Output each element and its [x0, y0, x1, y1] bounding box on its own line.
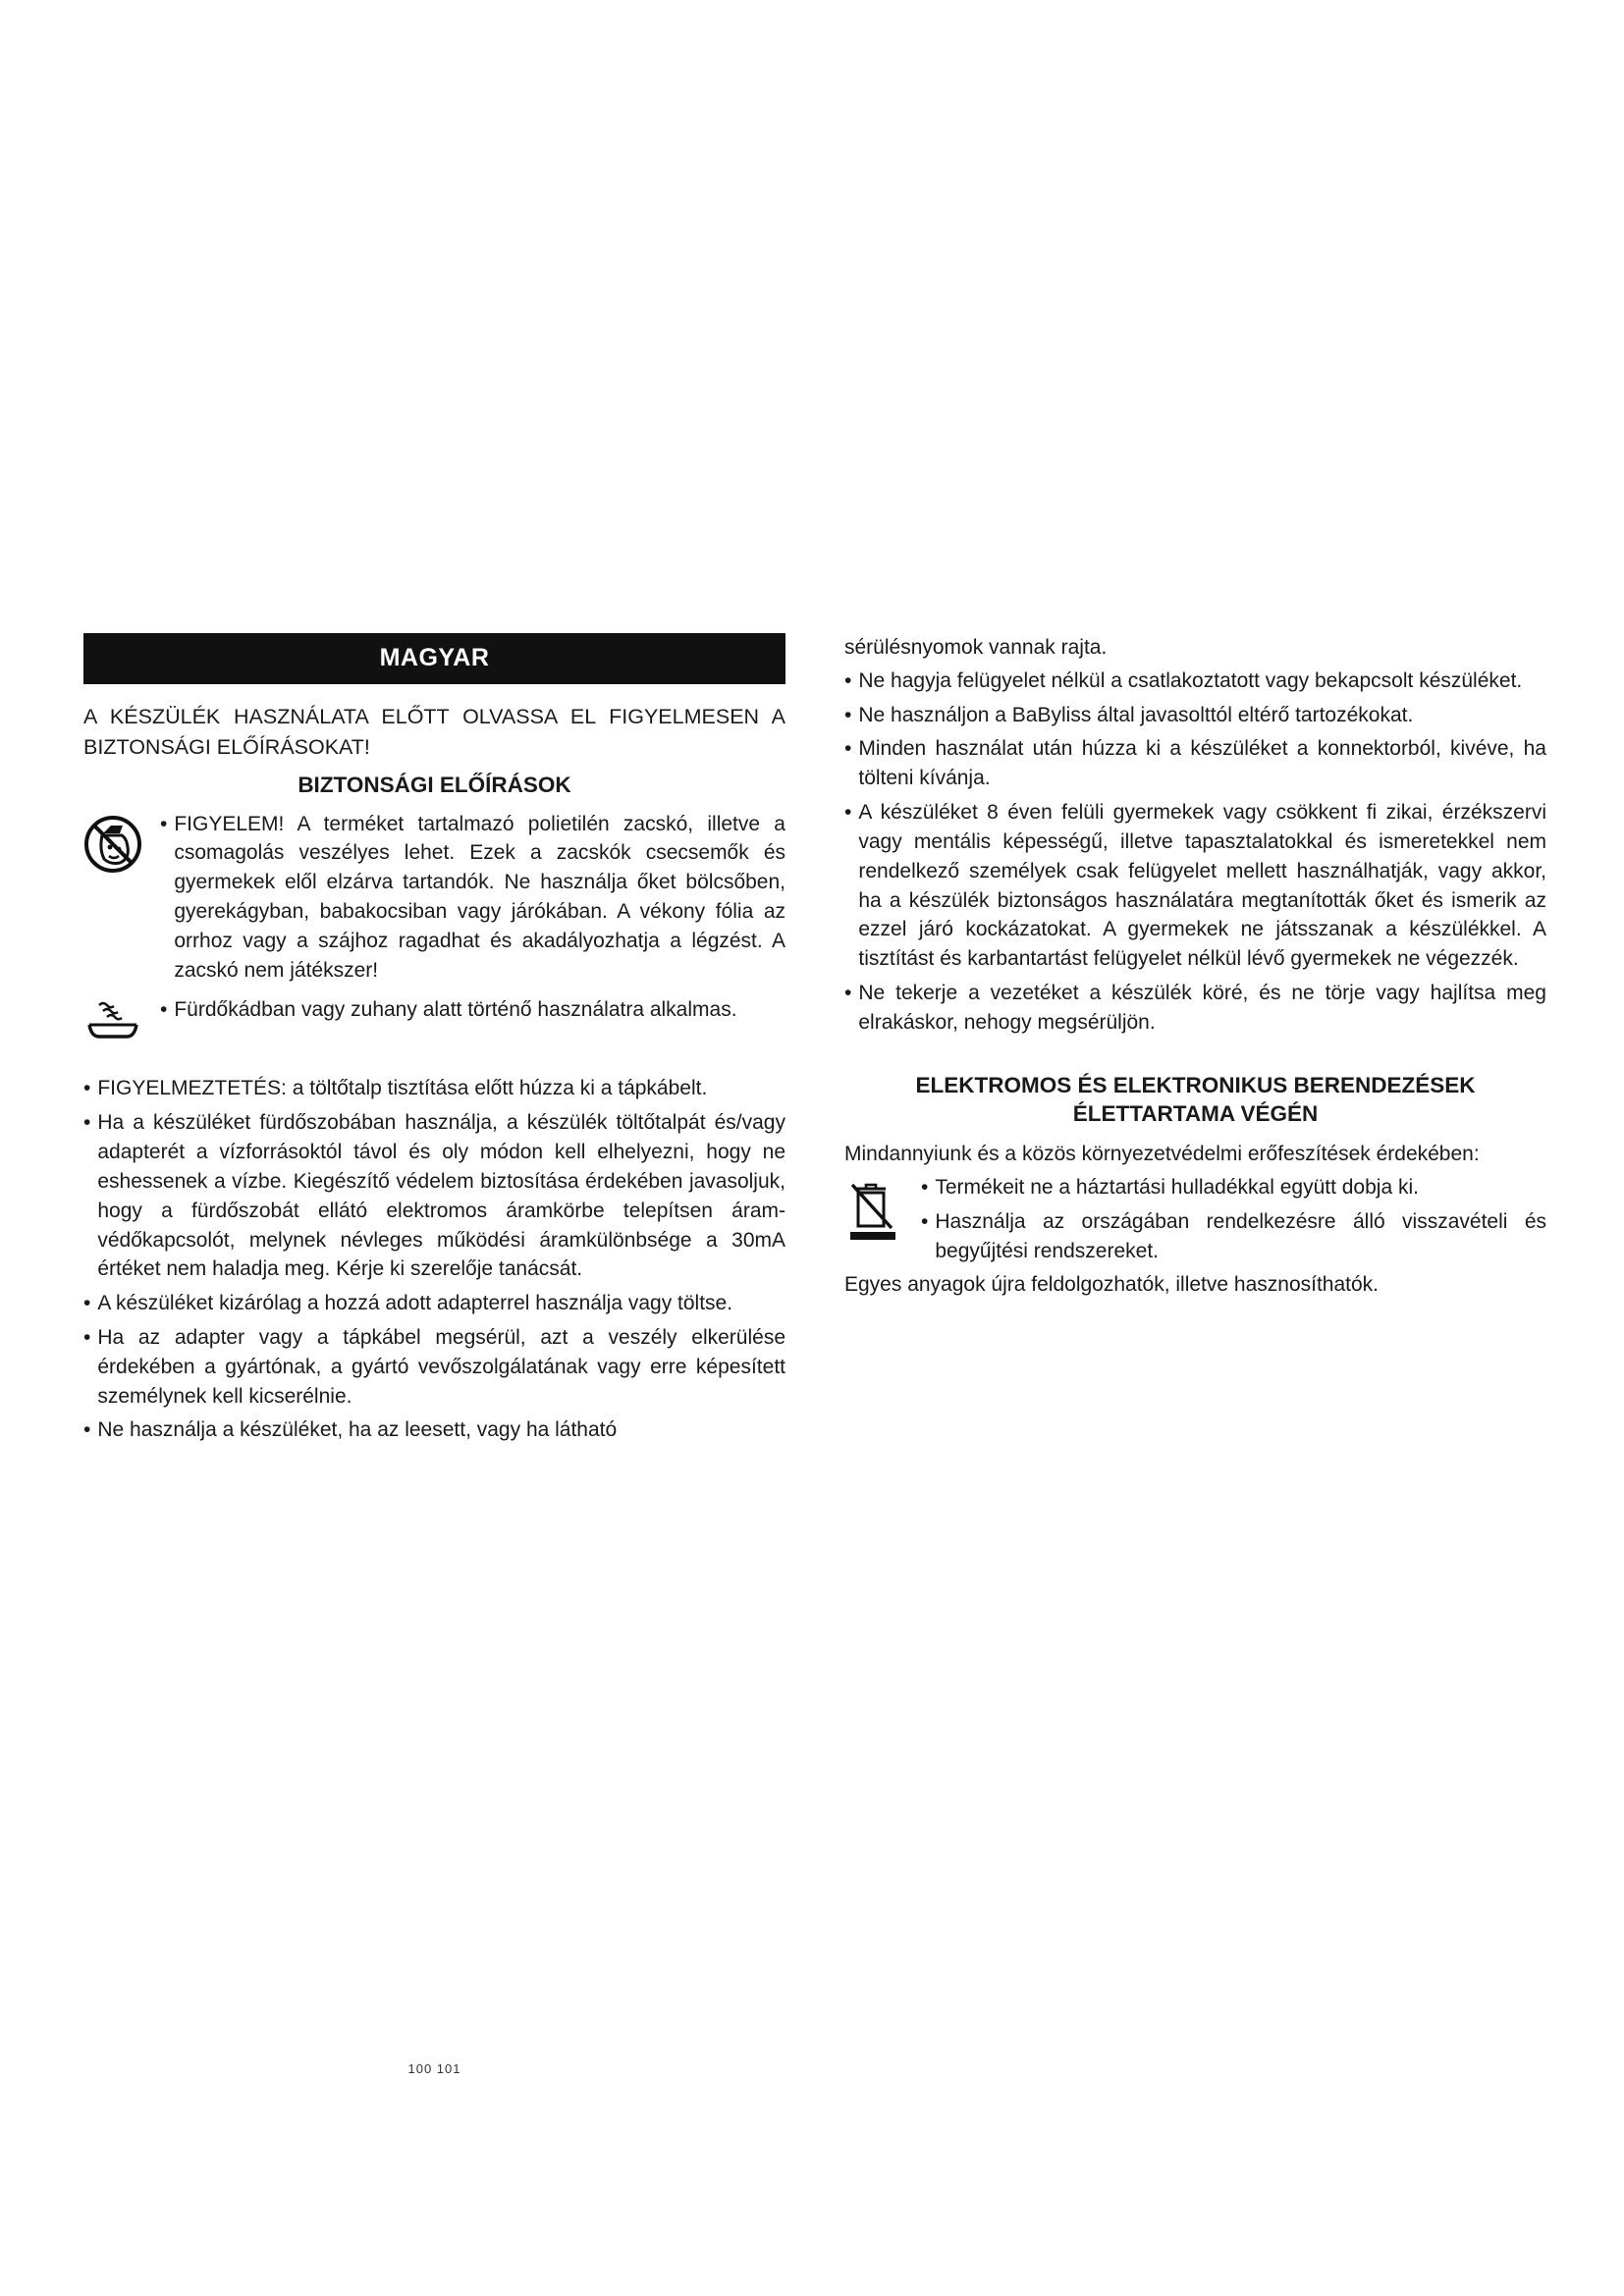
list-item: [160, 995, 785, 1025]
list-item: [844, 979, 1546, 1038]
weee-section-heading: [844, 1071, 1546, 1129]
list-item: [83, 1289, 785, 1318]
bullet-text: A készüléket 8 éven felüli gyermekek vagy csökkent fi zikai, érzékszervi vagy mentális képességű, illetve tapasztalatokkal és ismeretekkel nem rendelkező személyek csak felügyelet mellett használhatják, vagy akkor, ha a készülék biztonságos használatára megtanították őket és ismerik az ezzel járó kockázatokat. A gyermekek ne játsszanak a készülékkel. A tisztítást és karbantartást felügyelet nélkül lévő gyermekek ne végezzék.: [858, 801, 1546, 971]
weee-bullets: [921, 1173, 1546, 1270]
bullet-text: Ne hagyja felügyelet nélkül a csatlakoztatott vagy bekapcsolt készüléket.: [858, 668, 1523, 692]
list-item: [83, 1415, 785, 1445]
bullet-text: Ne használja a készüléket, ha az leesett, vagy ha látható: [97, 1418, 618, 1442]
bullet-mark: •: [83, 1077, 91, 1100]
bullet-mark: •: [844, 801, 852, 825]
list-item: [844, 667, 1546, 696]
weee-intro-text: Mindannyiunk és a közös környezetvédelmi erőfeszítések érdekében:: [844, 1143, 1480, 1166]
language-title-bar: MAGYAR: [83, 633, 785, 684]
safety-section-heading: BIZTONSÁGI ELŐÍRÁSOK: [298, 773, 571, 798]
bullet-text: Ha a készüléket fürdőszobában használja, a készülék töltőtalpát és/vagy adapterét a vízforrásoktól távol és oly módon kell elhelyezni, hogy ne eshessenek a vízbe. Kiegészítő védelem biztosítása érdekében javasoljuk, hogy a fürdőszobát ellátó elektromos áramkörbe telepítsen áram-védőkapcsolót, melynek névleges működési áramkülönbsége a 30mA értéket nem haladja meg. Kérje ki szerelője tanácsát.: [97, 1111, 785, 1281]
list-item: [83, 1108, 785, 1284]
bullet-mark: •: [844, 737, 852, 761]
bullet-text: Ne tekerje a vezetéket a készülék köré, és ne törje vagy hajlítsa meg elrakáskor, nehogy megsérüljön.: [858, 981, 1546, 1034]
weee-disposal-block: [844, 1173, 1546, 1270]
intro-paragraph: A KÉSZÜLÉK HASZNÁLATA ELŐTT OLVASSA EL FIGYELMESEN A BIZTONSÁGI ELŐÍRÁSOKAT!: [83, 705, 785, 760]
plastic-bag-warning-body: [160, 810, 785, 990]
bathtub-water-icon: [83, 995, 160, 1068]
bathtub-usage-block: [83, 995, 785, 1068]
bullet-text: Fürdőkádban vagy zuhany alatt történő használatra alkalmas.: [174, 998, 737, 1022]
bullet-mark: •: [844, 703, 852, 726]
weee-heading-line2: ÉLETTARTAMA VÉGÉN: [1072, 1100, 1319, 1126]
bullet-mark: •: [921, 1175, 929, 1199]
list-item: [844, 798, 1546, 974]
bullet-text: Termékeit ne a háztartási hulladékkal együtt dobja ki.: [935, 1175, 1419, 1199]
bullet-text: Használja az országában rendelkezésre álló visszavételi és begyűjtési rendszereket.: [935, 1209, 1546, 1262]
list-item: [844, 701, 1546, 730]
bathtub-usage-body: [160, 995, 785, 1030]
bullet-text: Ne használjon a BaByliss által javasolttól eltérő tartozékokat.: [858, 703, 1414, 726]
plastic-bag-warning-block: [83, 810, 785, 990]
no-plastic-bag-suffocation-icon: [83, 810, 160, 882]
left-column: [83, 633, 785, 2076]
bullet-mark: •: [844, 668, 852, 692]
list-item: [844, 734, 1546, 793]
bullet-mark: •: [921, 1209, 929, 1233]
list-item: [160, 810, 785, 986]
crossed-out-wheelie-bin-icon: [844, 1173, 921, 1244]
right-column: [844, 633, 1546, 1304]
bullet-mark: •: [844, 981, 852, 1004]
bullet-mark: •: [83, 1418, 91, 1442]
bullet-mark: •: [83, 1111, 91, 1135]
page-number-footer: 100 101: [407, 2061, 461, 2076]
two-column-layout: [83, 633, 1546, 2076]
list-item: [921, 1207, 1546, 1266]
list-item: [83, 1323, 785, 1411]
bullet-text: FIGYELEM! A terméket tartalmazó polietilén zacskó, illetve a csomagolás veszélyes lehet. Ezek a zacskók csecsemők és gyermekek elől elzárva tartandók. Ne használja őket bölcsőben, gyerekágyban, babakocsiban vagy járókában. A vékony fólia az orrhoz vagy a szájhoz ragadhat és akadályozhatja a légzést. A zacskó nem játékszer!: [174, 812, 785, 982]
list-item: [83, 1074, 785, 1103]
page-content: [83, 633, 1546, 2076]
bullet-mark: •: [83, 1325, 91, 1349]
bullet-mark: •: [83, 1292, 91, 1315]
bullet-mark: •: [160, 998, 168, 1022]
continuation-text: sérülésnyomok vannak rajta.: [844, 636, 1108, 659]
bullet-text: FIGYELMEZTETÉS: a töltőtalp tisztítása előtt húzza ki a tápkábelt.: [97, 1077, 708, 1100]
bullet-text: A készüléket kizárólag a hozzá adott adapterrel használja vagy töltse.: [97, 1292, 733, 1315]
weee-heading-line1: ELEKTROMOS ÉS ELEKTRONIKUS BERENDEZÉSEK: [915, 1072, 1476, 1097]
bullet-text: Minden használat után húzza ki a készüléket a konnektorból, kivéve, ha tölteni kívánja.: [858, 737, 1546, 790]
list-item: [921, 1173, 1546, 1202]
bullet-mark: •: [160, 812, 168, 835]
bullet-text: Ha az adapter vagy a tápkábel megsérül, azt a veszély elkerülése érdekében a gyártónak, a gyártó vevőszolgálatának vagy erre képesített személynek kell kicserélnie.: [97, 1325, 785, 1408]
weee-outro-text: Egyes anyagok újra feldolgozhatók, illetve hasznosíthatók.: [844, 1273, 1380, 1297]
